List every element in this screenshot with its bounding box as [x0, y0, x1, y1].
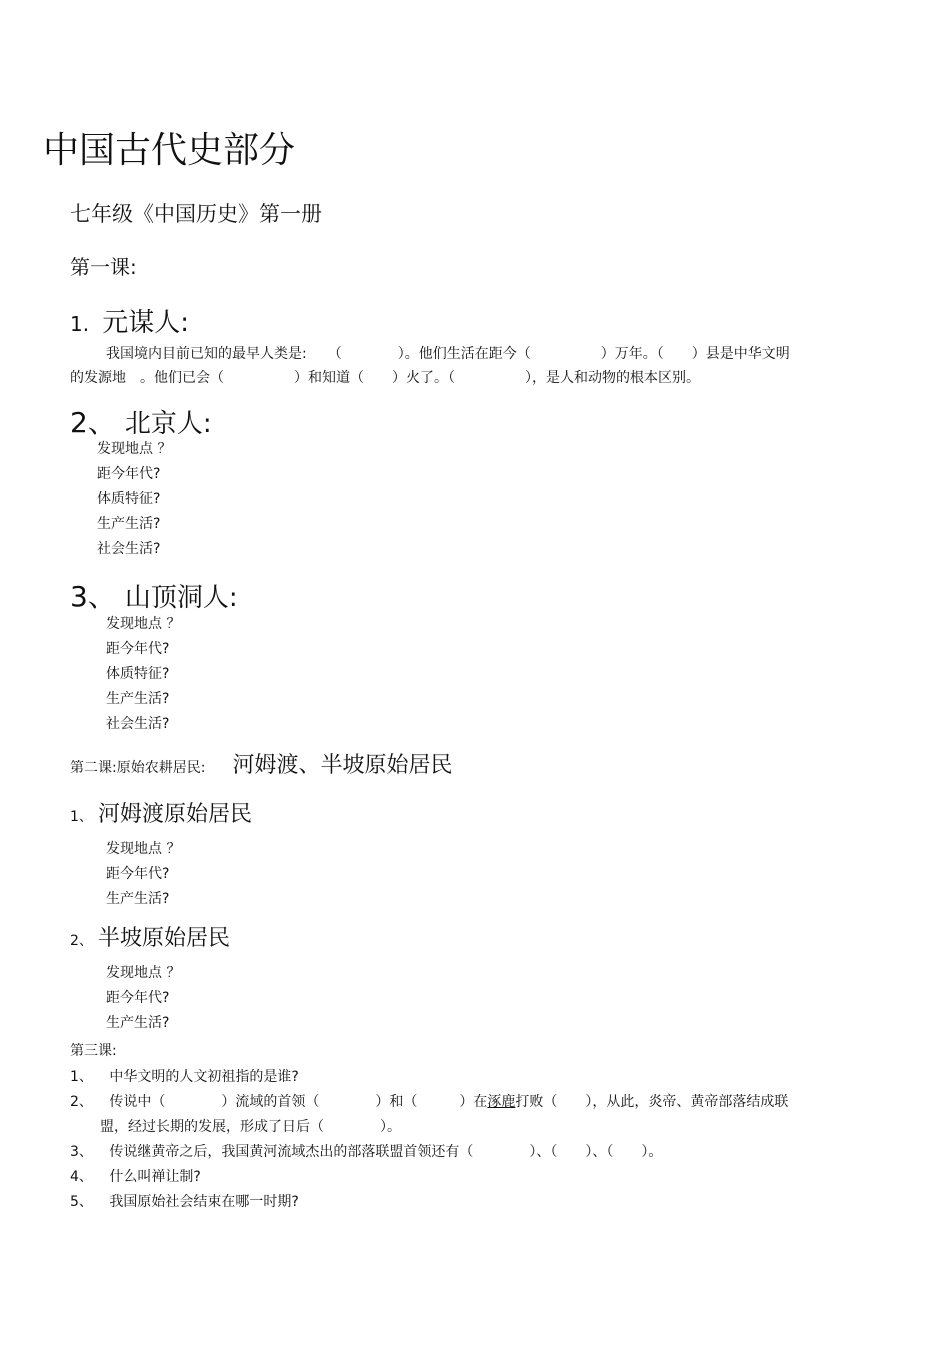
lesson2-heading	[70, 748, 453, 779]
shandingdong-questions	[106, 612, 180, 737]
section-banpo-heading	[70, 921, 230, 952]
list-item: 距今年代?	[106, 866, 170, 882]
underlined-place-name: 涿鹿	[487, 1094, 516, 1110]
list-item: 发现地点 ？	[106, 841, 181, 857]
list-item: 距今年代?	[106, 990, 170, 1006]
question-text: 中华文明的人文初祖指的是谁?	[109, 1069, 299, 1085]
lesson1-label: 第一课:	[70, 255, 137, 279]
question-2	[70, 1091, 788, 1111]
section-title: 河姆渡原始居民	[98, 802, 253, 827]
question-5	[70, 1191, 299, 1211]
section-hemudu-heading	[70, 797, 252, 828]
list-item: 生产生活?	[97, 516, 161, 532]
question-text-part: 打败（ ），从此，炎帝、黄帝部落结成联	[515, 1094, 789, 1110]
question-text-part: 传说中（ ）流域的首领（ ）和（ ）在	[109, 1094, 488, 1110]
section-title: 元谋人:	[102, 308, 189, 338]
list-item: 发现地点 ？	[106, 965, 181, 981]
question-text: 我国原始社会结束在哪一时期?	[109, 1194, 299, 1210]
section-yuanmou-heading	[70, 302, 189, 339]
lesson3-label: 第三课:	[70, 1043, 117, 1059]
list-item: 生产生活?	[106, 891, 170, 907]
page-title: 中国古代史部分	[43, 130, 296, 171]
list-item: 社会生活?	[97, 541, 161, 557]
question-number: 4、	[70, 1169, 93, 1185]
section-shandingdong-heading	[70, 575, 238, 615]
list-item: 距今年代?	[97, 466, 161, 482]
section-number: 1、	[70, 809, 93, 825]
list-item: 体质特征?	[97, 491, 161, 507]
list-item: 社会生活?	[106, 716, 170, 732]
question-text: 传说继黄帝之后，我国黄河流域杰出的部落联盟首领还有（ ）、（ ）、（ ）。	[109, 1144, 663, 1160]
question-3	[70, 1141, 662, 1161]
section-number: 3、	[70, 580, 116, 613]
question-number: 2、	[70, 1094, 93, 1110]
section-number: 2、	[70, 406, 116, 439]
list-item: 距今年代?	[106, 641, 170, 657]
section-title: 北京人:	[124, 409, 212, 439]
section-title: 半坡原始居民	[98, 926, 231, 951]
question-text	[109, 1094, 788, 1110]
question-2-continuation: 盟，经过长期的发展，形成了日后（ ）。	[100, 1119, 401, 1135]
banpo-questions	[106, 961, 180, 1036]
section-beijing-heading	[70, 401, 212, 441]
list-item: 体质特征?	[106, 666, 170, 682]
list-item: 生产生活?	[106, 1015, 170, 1031]
list-item: 生产生活?	[106, 691, 170, 707]
beijing-questions	[97, 437, 171, 562]
question-4	[70, 1166, 201, 1186]
section-number: 2、	[70, 933, 93, 949]
book-subtitle: 七年级《中国历史》第一册	[70, 202, 322, 226]
list-item: 发现地点 ？	[106, 616, 181, 632]
list-item: 发现地点 ？	[97, 441, 172, 457]
question-number: 1、	[70, 1069, 93, 1085]
yuanmou-paragraph-line1: 我国境内目前已知的最早人类是: （ ）。他们生活在距今（ ）万年。（ ）县是中华文明	[106, 346, 790, 362]
lesson2-title: 河姆渡、半坡原始居民	[232, 753, 453, 778]
question-1	[70, 1066, 299, 1086]
question-number: 3、	[70, 1144, 93, 1160]
yuanmou-paragraph-line2: 的发源地 。他们已会（ ）和知道（ ）火了。（ ），是人和动物的根本区别。	[70, 370, 700, 386]
section-number: 1.	[70, 312, 90, 336]
lesson2-label: 第二课:原始农耕居民:	[70, 760, 206, 776]
hemudu-questions	[106, 837, 180, 912]
section-title: 山顶洞人:	[124, 583, 238, 613]
question-number: 5、	[70, 1194, 93, 1210]
question-text: 什么叫禅让制?	[109, 1169, 201, 1185]
